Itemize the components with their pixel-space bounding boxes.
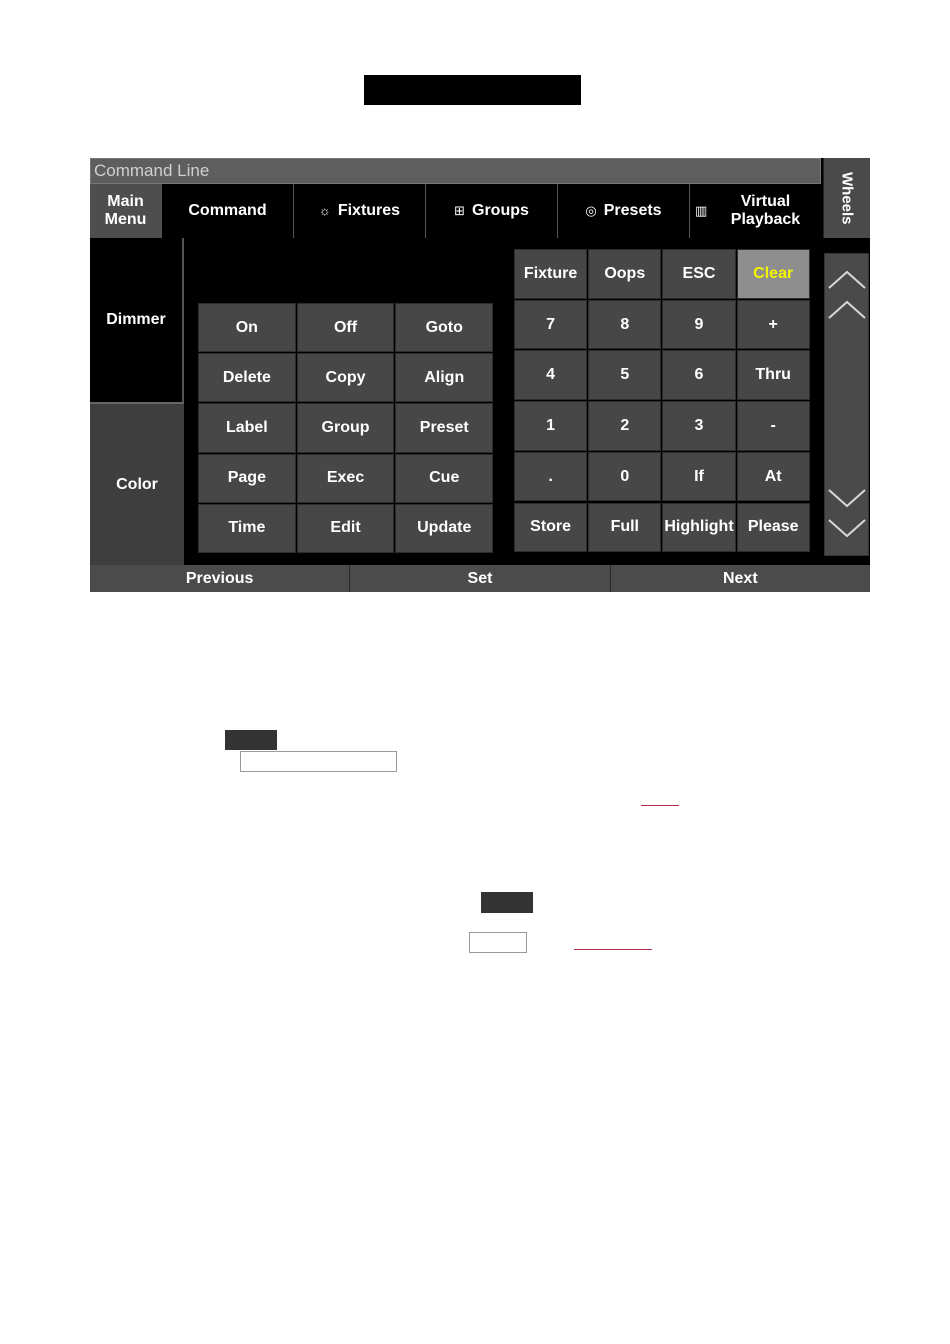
- inline-field-graphic-2: [469, 932, 527, 953]
- tab-command-label: Command: [188, 202, 267, 219]
- tab-main-menu-label: Main Menu: [104, 193, 147, 228]
- tab-groups-label: Groups: [472, 202, 529, 219]
- key-6[interactable]: 6: [662, 350, 735, 400]
- key-copy[interactable]: Copy: [297, 353, 395, 402]
- key-clear[interactable]: Clear: [737, 249, 810, 299]
- key-full[interactable]: Full: [588, 503, 661, 553]
- key-thru[interactable]: Thru: [737, 350, 810, 400]
- side-panel: [90, 238, 184, 565]
- side-color-button[interactable]: [90, 402, 184, 565]
- inline-field-graphic: [240, 751, 397, 772]
- key-time[interactable]: Time: [198, 504, 296, 553]
- scroll-down-icon[interactable]: [825, 484, 870, 544]
- tab-main-menu[interactable]: [90, 184, 162, 238]
- tab-command[interactable]: [162, 184, 294, 238]
- key-exec[interactable]: Exec: [297, 454, 395, 503]
- key-5[interactable]: 5: [588, 350, 661, 400]
- tab-presets-label: Presets: [603, 202, 662, 219]
- groups-icon: ⊞: [454, 203, 465, 218]
- key-esc[interactable]: ESC: [662, 249, 735, 299]
- key-at[interactable]: At: [737, 452, 810, 502]
- key-off[interactable]: Off: [297, 303, 395, 352]
- next-button[interactable]: Next: [611, 565, 870, 592]
- key-label[interactable]: Label: [198, 403, 296, 452]
- key-highlight[interactable]: Highlight: [662, 503, 735, 553]
- key-goto[interactable]: Goto: [395, 303, 493, 352]
- key-fixture[interactable]: Fixture: [514, 249, 587, 299]
- link-underline[interactable]: [641, 805, 679, 806]
- key-dot[interactable]: .: [514, 452, 587, 502]
- side-dimmer-button[interactable]: [90, 238, 184, 402]
- redacted-title-bar: [364, 75, 581, 105]
- key-2[interactable]: 2: [588, 401, 661, 451]
- previous-button[interactable]: Previous: [90, 565, 350, 592]
- key-8[interactable]: 8: [588, 300, 661, 350]
- key-0[interactable]: 0: [588, 452, 661, 502]
- vertical-scroller[interactable]: [824, 253, 869, 556]
- tab-fixtures-label: Fixtures: [337, 202, 401, 219]
- scroll-up-icon[interactable]: [825, 262, 870, 322]
- wheels-tab[interactable]: [823, 158, 870, 238]
- tab-presets[interactable]: [558, 184, 690, 238]
- key-1[interactable]: 1: [514, 401, 587, 451]
- key-cue[interactable]: Cue: [395, 454, 493, 503]
- key-if[interactable]: If: [662, 452, 735, 502]
- tab-virtual-playback[interactable]: [690, 184, 823, 238]
- key-group[interactable]: Group: [297, 403, 395, 452]
- link-underline-2[interactable]: [574, 949, 652, 950]
- key-align[interactable]: Align: [395, 353, 493, 402]
- fixture-icon: ☼: [318, 203, 331, 218]
- key-update[interactable]: Update: [395, 504, 493, 553]
- key-minus[interactable]: -: [737, 401, 810, 451]
- presets-icon: ◎: [585, 203, 597, 218]
- key-7[interactable]: 7: [514, 300, 587, 350]
- key-9[interactable]: 9: [662, 300, 735, 350]
- key-store[interactable]: Store: [514, 503, 587, 553]
- key-3[interactable]: 3: [662, 401, 735, 451]
- side-dimmer-label: Dimmer: [106, 311, 166, 328]
- inline-key-graphic-2: [481, 892, 533, 913]
- wheels-label: Wheels: [838, 171, 856, 225]
- key-plus[interactable]: +: [737, 300, 810, 350]
- tab-fixtures[interactable]: [294, 184, 426, 238]
- key-delete[interactable]: Delete: [198, 353, 296, 402]
- key-oops[interactable]: Oops: [588, 249, 661, 299]
- key-on[interactable]: On: [198, 303, 296, 352]
- set-button[interactable]: Set: [350, 565, 610, 592]
- command-line-app: [90, 158, 870, 592]
- key-preset[interactable]: Preset: [395, 403, 493, 452]
- playback-icon: ▥: [695, 203, 708, 218]
- key-please[interactable]: Please: [737, 503, 810, 553]
- key-page[interactable]: Page: [198, 454, 296, 503]
- side-color-label: Color: [116, 475, 158, 493]
- tab-virtual-playback-label: Virtual Playback: [730, 193, 801, 228]
- key-edit[interactable]: Edit: [297, 504, 395, 553]
- bottom-bar: [90, 565, 870, 592]
- tab-bar: [90, 184, 823, 238]
- command-line-field[interactable]: Command Line: [90, 158, 821, 184]
- key-4[interactable]: 4: [514, 350, 587, 400]
- tab-groups[interactable]: [426, 184, 558, 238]
- inline-key-graphic: [225, 730, 277, 750]
